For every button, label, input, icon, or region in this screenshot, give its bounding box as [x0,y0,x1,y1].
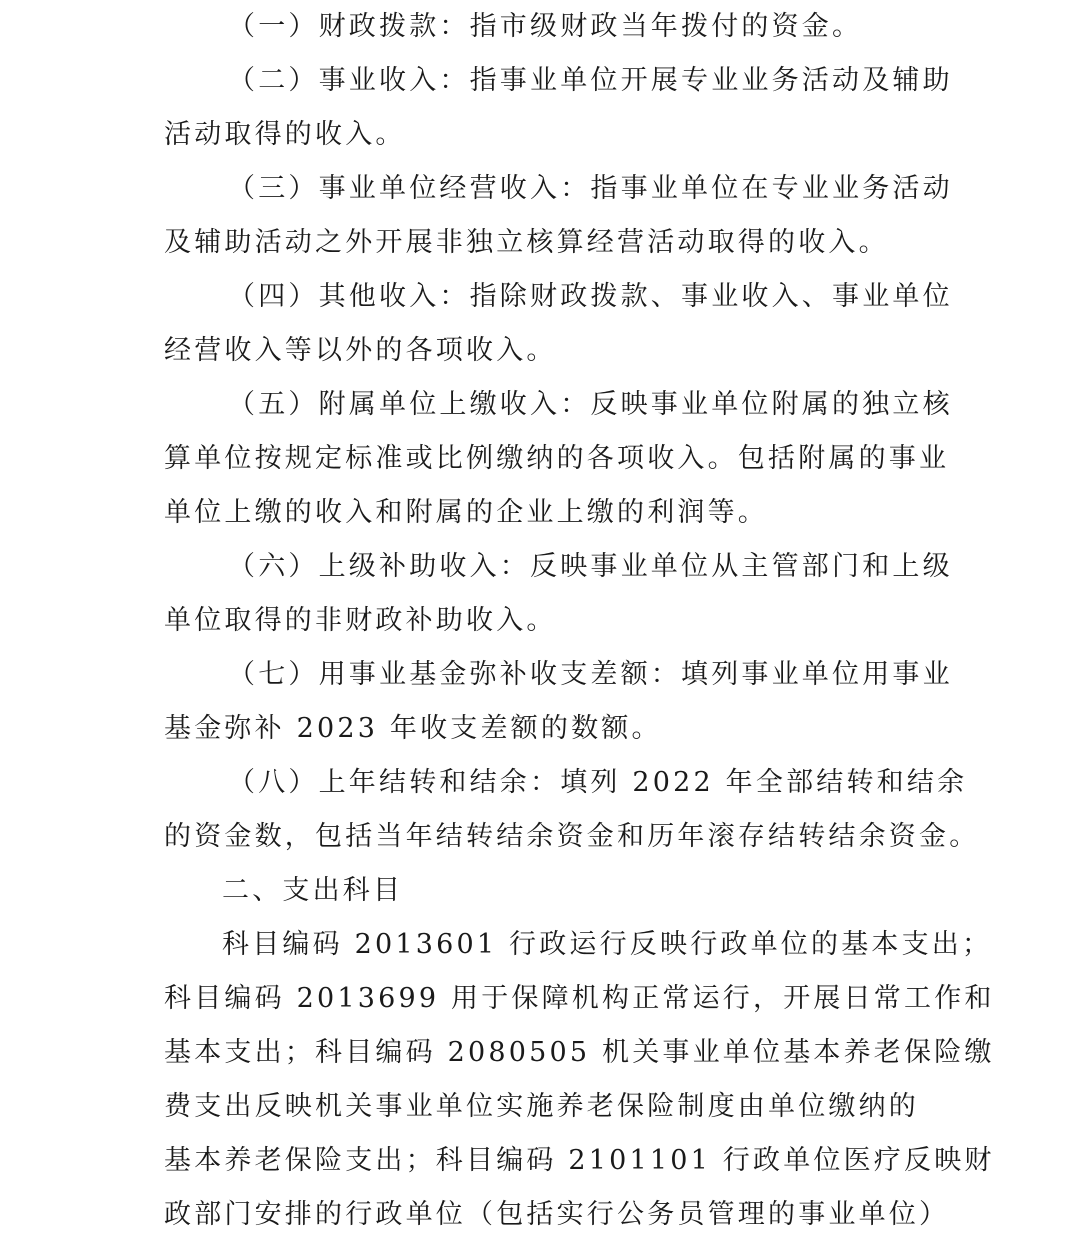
item-5-line-3: 单位上缴的收入和附属的企业上缴的利润等。 [164,497,768,528]
expenditure-line-6: 政部门安排的行政单位（包括实行公务员管理的事业单位） [164,1199,950,1230]
item-3-line-2: 及辅助活动之外开展非独立核算经营活动取得的收入。 [164,227,889,258]
item-6-line-1: （六）上级补助收入：反映事业单位从主管部门和上级 [228,551,953,582]
expenditure-line-2: 科目编码 2013699 用于保障机构正常运行，开展日常工作和 [164,983,995,1014]
item-6-line-2: 单位取得的非财政补助收入。 [164,605,557,636]
item-1-line-1: （一）财政拨款：指市级财政当年拨付的资金。 [228,11,863,42]
item-7-line-1: （七）用事业基金弥补收支差额：填列事业单位用事业 [228,659,953,690]
expenditure-line-5: 基本养老保险支出；科目编码 2101101 行政单位医疗反映财 [164,1145,995,1176]
expenditure-line-3: 基本支出；科目编码 2080505 机关事业单位基本养老保险缴 [164,1037,995,1068]
expenditure-line-1: 科目编码 2013601 行政运行反映行政单位的基本支出； [222,929,993,960]
expenditure-line-4: 费支出反映机关事业单位实施养老保险制度由单位缴纳的 [164,1091,919,1122]
item-8-line-1: （八）上年结转和结余：填列 2022 年全部结转和结余 [228,767,968,798]
item-8-line-2: 的资金数，包括当年结转结余资金和历年滚存结转结余资金。 [164,821,980,852]
section-heading-expenditure: 二、支出科目 [222,875,404,906]
item-5-line-2: 算单位按规定标准或比例缴纳的各项收入。包括附属的事业 [164,443,950,474]
item-7-line-2: 基金弥补 2023 年收支差额的数额。 [164,713,662,744]
item-4-line-2: 经营收入等以外的各项收入。 [164,335,557,366]
item-3-line-1: （三）事业单位经营收入：指事业单位在专业业务活动 [228,173,953,204]
item-2-line-2: 活动取得的收入。 [164,119,406,150]
item-4-line-1: （四）其他收入：指除财政拨款、事业收入、事业单位 [228,281,953,312]
item-2-line-1: （二）事业收入：指事业单位开展专业业务活动及辅助 [228,65,953,96]
item-5-line-1: （五）附属单位上缴收入：反映事业单位附属的独立核 [228,389,953,420]
